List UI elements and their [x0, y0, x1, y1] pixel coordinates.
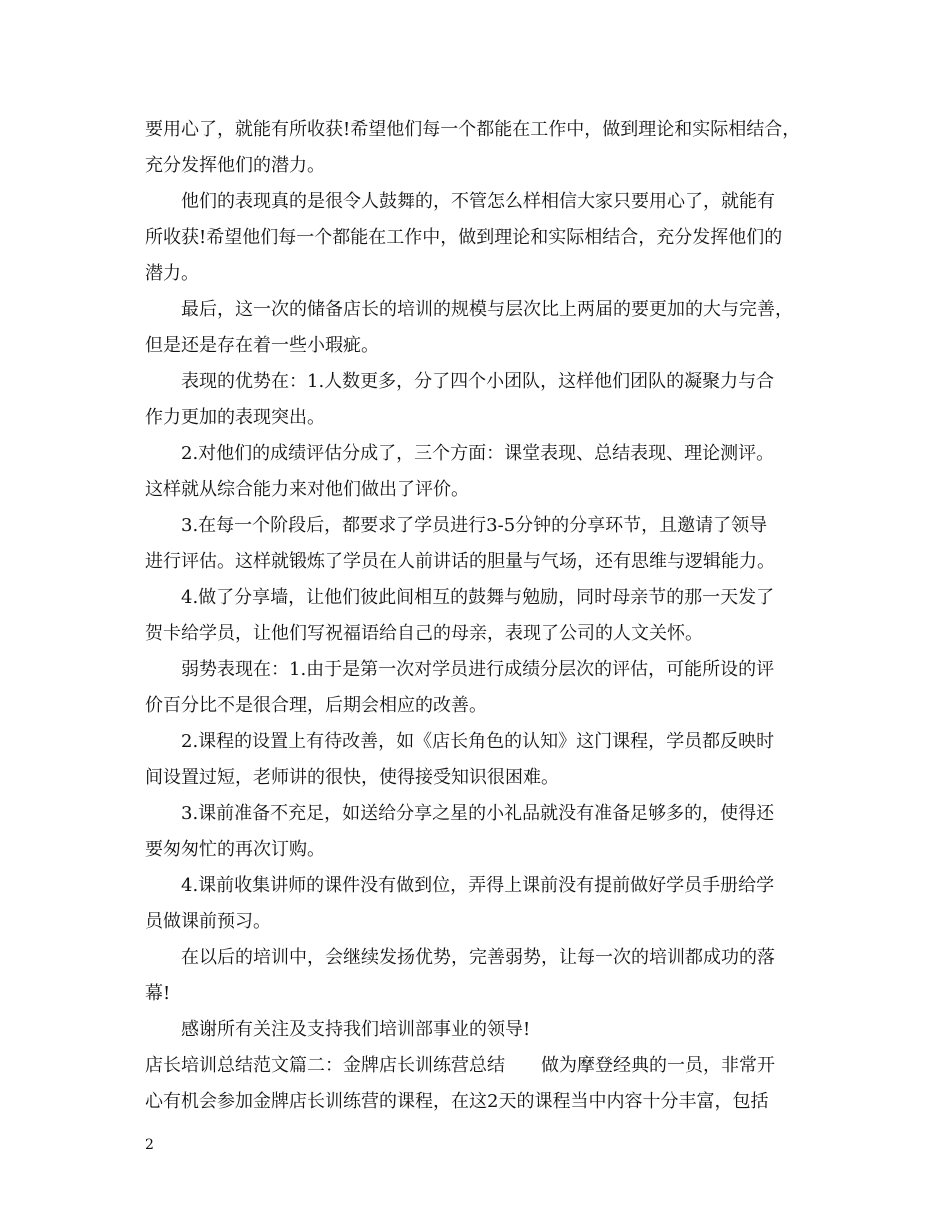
text-line: 作力更加的表现突出。	[145, 407, 325, 428]
text-line: 最后，这一次的储备店长的培训的规模与层次比上两届的要更加的大与完善，	[181, 299, 793, 320]
text-line: 这样就从综合能力来对他们做出了评价。	[145, 479, 469, 500]
text-line: 心有机会参加金牌店长训练营的课程，在这2天的课程当中内容十分丰富，包括	[145, 1091, 769, 1112]
text-line: 2.课程的设置上有待改善，如《店长角色的认知》这门课程，学员都反映时	[181, 731, 775, 752]
text-line: 幕!	[145, 983, 171, 1004]
text-line: 3.在每一个阶段后，都要求了学员进行3-5分钟的分享环节，且邀请了领导	[181, 515, 768, 536]
text-line: 潜力。	[145, 263, 199, 284]
page-number: 2	[145, 1137, 154, 1153]
text-line: 要用心了，就能有所收获!希望他们每一个都能在工作中，做到理论和实际相结合，	[145, 119, 801, 140]
text-line: 表现的优势在：1.人数更多，分了四个小团队，这样他们团队的凝聚力与合	[181, 371, 775, 392]
text-line: 所收获!希望他们每一个都能在工作中，做到理论和实际相结合，充分发挥他们的	[145, 227, 783, 248]
document-body	[145, 112, 825, 1120]
text-line: 贺卡给学员，让他们写祝福语给自己的母亲，表现了公司的人文关怀。	[145, 623, 703, 644]
text-line: 他们的表现真的是很令人鼓舞的，不管怎么样相信大家只要用心了，就能有	[181, 191, 775, 212]
text-line: 充分发挥他们的潜力。	[145, 155, 325, 176]
text-line: 感谢所有关注及支持我们培训部事业的领导!	[181, 1019, 531, 1040]
text-line: 在以后的培训中，会继续发扬优势，完善弱势，让每一次的培训都成功的落	[181, 947, 775, 968]
text-line: 但是还是存在着一些小瑕疵。	[145, 335, 379, 356]
text-line: 进行评估。这样就锻炼了学员在人前讲话的胆量与气场，还有思维与逻辑能力。	[145, 551, 775, 572]
text-line: 2.对他们的成绩评估分成了，三个方面：课堂表现、总结表现、理论测评。	[181, 443, 775, 464]
text-line: 弱势表现在：1.由于是第一次对学员进行成绩分层次的评估，可能所设的评	[181, 659, 775, 680]
text-line: 间设置过短，老师讲的很快，使得接受知识很困难。	[145, 767, 559, 788]
text-line: 价百分比不是很合理，后期会相应的改善。	[145, 695, 487, 716]
text-line: 员做课前预习。	[145, 911, 271, 932]
text-line: 4.做了分享墙，让他们彼此间相互的鼓舞与勉励，同时母亲节的那一天发了	[181, 587, 775, 608]
text-line: 要匆匆忙的再次订购。	[145, 839, 325, 860]
text-line: 店长培训总结范文篇二：金牌店长训练营总结 做为摩登经典的一员，非常开	[145, 1055, 775, 1076]
text-line: 4.课前收集讲师的课件没有做到位，弄得上课前没有提前做好学员手册给学	[181, 875, 775, 896]
text-line: 3.课前准备不充足，如送给分享之星的小礼品就没有准备足够多的，使得还	[181, 803, 775, 824]
